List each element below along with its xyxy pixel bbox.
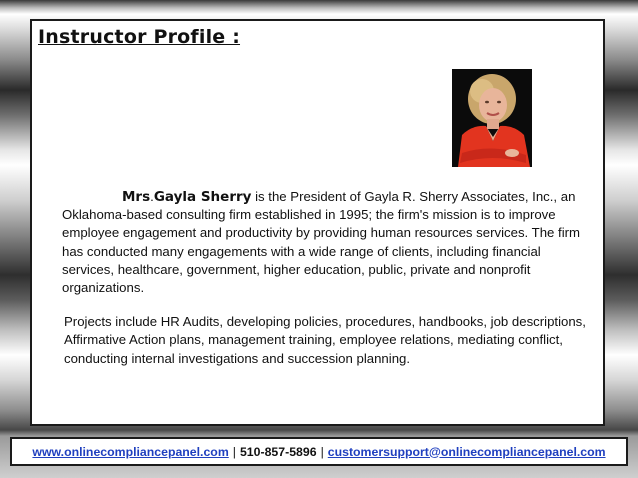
footer-bar bbox=[10, 437, 628, 466]
website-link[interactable]: www.onlinecompliancepanel.com bbox=[32, 444, 229, 459]
profile-card bbox=[30, 19, 605, 426]
slide-title: Instructor Profile : bbox=[38, 26, 241, 48]
portrait-photo-icon bbox=[452, 69, 532, 167]
instructor-photo bbox=[452, 69, 532, 167]
name-dot: . bbox=[150, 189, 154, 204]
profile-paragraph-2: Projects include HR Audits, developing policies, procedures, handbooks, job descriptions, Affirmative Action plans, management training, employee relations, mediating conflict, conducting internal investigations and succession planning. bbox=[64, 314, 586, 366]
phone-number: 510-857-5896 bbox=[239, 444, 317, 459]
profile-paragraph-1 bbox=[62, 188, 594, 297]
footer-separator: | bbox=[232, 444, 236, 459]
profile-body bbox=[62, 188, 594, 368]
footer-separator: | bbox=[320, 444, 324, 459]
instructor-name: Gayla Sherry bbox=[153, 189, 252, 205]
name-prefix: Mrs bbox=[122, 189, 151, 205]
paragraph-1-text: is the President of Gayla R. Sherry Associates, Inc., an Oklahoma-based consulting firm established in 1995; the firm's mission is to improve employee engagement and productivity by providing human resources services. The firm has conducted many engagements with a wide range of clients, including financial services, healthcare, government, higher education, public, private and nonprofit organizations. bbox=[62, 189, 580, 296]
email-link[interactable]: customersupport@onlinecompliancepanel.com bbox=[327, 444, 606, 459]
